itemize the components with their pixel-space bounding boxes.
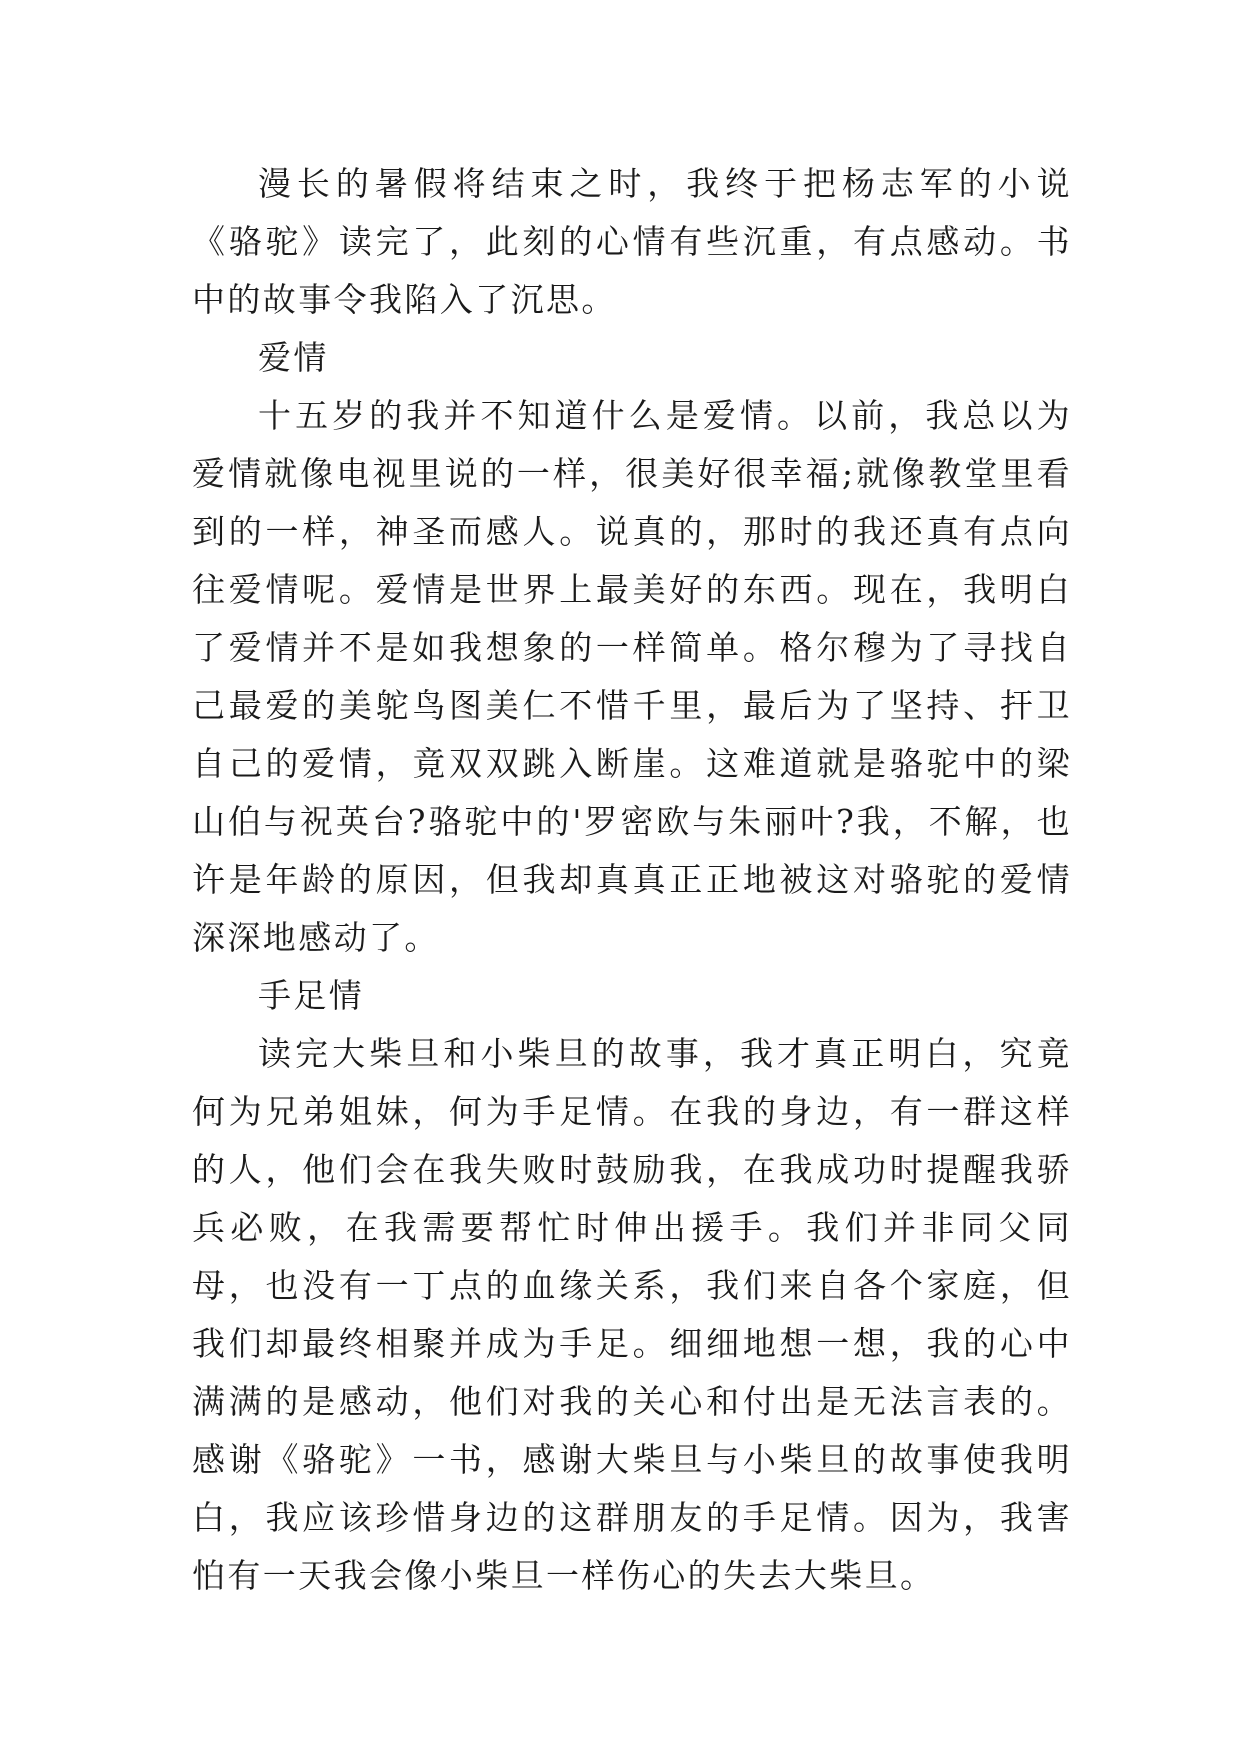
love-paragraph: 十五岁的我并不知道什么是爱情。以前，我总以为爱情就像电视里说的一样，很美好很幸福;就像教堂里看到的一样，神圣而感人。说真的，那时的我还真有点向往爱情呢。爱情是世界上最美好的东西。现在，我明白了爱情并不是如我想象的一样简单。格尔穆为了寻找自己最爱的美鸵鸟图美仁不惜千里，最后为了坚持、扞卫自己的爱情，竟双双跳入断崖。这难道就是骆驼中的梁山伯与祝英台?骆驼中的'罗密欧与朱丽叶?我，不解，也许是年龄的原因，但我却真真正正地被这对骆驼的爱情深深地感动了。 bbox=[192, 396, 1072, 957]
sibling-bond-paragraph: 读完大柴旦和小柴旦的故事，我才真正明白，究竟何为兄弟姐妹，何为手足情。在我的身边，有一群这样的人，他们会在我失败时鼓励我，在我成功时提醒我骄兵必败，在我需要帮忙时伸出援手。我们并非同父同母，也没有一丁点的血缘关系，我们来自各个家庭，但我们却最终相聚并成为手足。细细地想一想，我的心中满满的是感动，他们对我的关心和付出是无法言表的。感谢《骆驼》一书，感谢大柴旦与小柴旦的故事使我明白，我应该珍惜身边的这群朋友的手足情。因为，我害怕有一天我会像小柴旦一样伤心的失去大柴旦。 bbox=[192, 1034, 1072, 1595]
section-heading-love: 爱情 bbox=[258, 338, 329, 377]
document-body bbox=[192, 155, 1072, 1605]
section-heading-sibling-bond: 手足情 bbox=[258, 976, 365, 1015]
intro-paragraph: 漫长的暑假将结束之时，我终于把杨志军的小说《骆驼》读完了，此刻的心情有些沉重，有点感动。书中的故事令我陷入了沉思。 bbox=[192, 164, 1072, 319]
